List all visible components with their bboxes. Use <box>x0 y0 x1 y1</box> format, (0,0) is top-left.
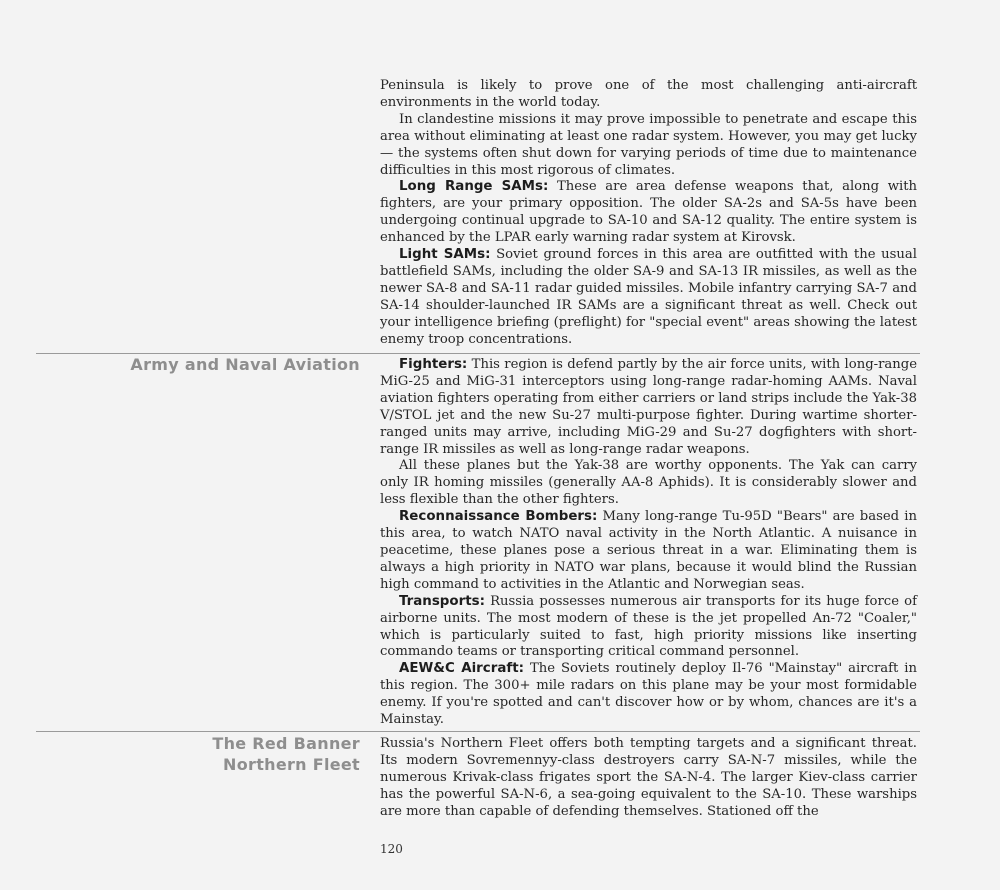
paragraph-text: Russia's Northern Fleet offers both tempting targets and a significant threat. Its modern Sovremennyy-class destroyers carry SA-N-7 missiles, while the numerous Krivak-class frigates sport the SA-N-4. The larger Kiev-class carrier has the powerful SA-N-6, a sea-going equivalent to the SA-10. These warships are more than capable of defending themselves. Stationed off the <box>380 736 917 819</box>
paragraph <box>380 509 917 594</box>
term-label: Reconnaissance Bombers: <box>399 509 598 525</box>
paragraph <box>380 594 917 662</box>
paragraph-text: Peninsula is likely to prove one of the most challenging anti-aircraft environments in the world today. <box>380 78 917 110</box>
paragraph <box>380 357 917 458</box>
section-heading-line: Northern Fleet <box>223 754 360 774</box>
section-heading <box>212 734 360 775</box>
term-label: Light SAMs: <box>399 247 491 263</box>
term-label: Transports: <box>399 593 485 609</box>
paragraph <box>380 247 917 348</box>
term-label: Fighters: <box>399 357 468 372</box>
section-divider <box>36 731 920 732</box>
paragraph <box>380 78 917 112</box>
paragraph <box>380 458 917 509</box>
section-aviation-body <box>380 357 917 729</box>
paragraph <box>380 112 917 180</box>
section-heading: Army and Naval Aviation <box>130 355 360 374</box>
section-fleet-body <box>380 736 917 821</box>
paragraph-text: The Soviets routinely deploy Il-76 "Mainstay" aircraft in this region. The 300+ mile radars on this plane may be your most formidable enemy. If you're spotted and can't discover how or by whom, chances are it's a Mainstay. <box>380 661 917 728</box>
paragraph-text: Soviet ground forces in this area are outfitted with the usual battlefield SAMs, including the older SA-9 and SA-13 IR missiles, as well as the newer SA-8 and SA-11 radar guided missiles. Mobile infantry carrying SA-7 and SA-14 shoulder-launched IR SAMs are a significant threat as well. Check out your intelligence briefing (preflight) for "special event" areas showing the latest enemy troop concentrations. <box>380 247 917 347</box>
paragraph-text: These are area defense weapons that, along with fighters, are your primary opposition. The older SA-2s and SA-5s have been undergoing continual upgrade to SA-10 and SA-12 quality. The entire system is enhanced by the LPAR early warning radar system at Kirovsk. <box>380 179 917 246</box>
paragraph-text: Many long-range Tu-95D "Bears" are based in this area, to watch NATO naval activity in the North Atlantic. A nuisance in peacetime, these planes pose a serious threat in a war. Eliminating them is always a high priority in NATO war plans, because it would blind the Russian high command to activities in the Atlantic and Norwegian seas. <box>380 509 918 592</box>
paragraph <box>380 736 917 821</box>
paragraph-text: All these planes but the Yak-38 are worthy opponents. The Yak can carry only IR homing missiles (generally AA-8 Aphids). It is considerably slower and less flexible than the other fighters. <box>380 458 917 508</box>
paragraph <box>380 179 917 247</box>
term-label: Long Range SAMs: <box>399 179 549 195</box>
paragraph-text: In clandestine missions it may prove impossible to penetrate and escape this area without eliminating at least one radar system. However, you may get lucky — the systems often shut down for varying periods of time due to maintenance difficulties in this most rigorous of climates. <box>380 111 917 178</box>
section-intro-body <box>380 78 917 349</box>
paragraph-text: This region is defend partly by the air force units, with long-range MiG-25 and MiG-31 interceptors using long-range radar-homing AAMs. Naval aviation fighters operating from either carriers or land strips include the Yak-38 V/STOL jet and the new Su-27 multi-purpose fighter. During wartime shorter-ranged units may arrive, including MiG-29 and Su-27 dogfighters with short-range IR missiles as well as long-range radar weapons. <box>380 357 917 457</box>
page-number: 120 <box>380 842 403 856</box>
section-divider <box>36 353 920 354</box>
paragraph-text: Russia possesses numerous air transports for its huge force of airborne units. The most modern of these is the jet propelled An-72 "Coaler," which is particularly suited to fast, high priority missions like inserting commando teams or transporting critical command personnel. <box>380 593 917 660</box>
section-heading-line: The Red Banner <box>212 734 360 753</box>
paragraph <box>380 661 917 729</box>
term-label: AEW&C Aircraft: <box>399 661 524 677</box>
